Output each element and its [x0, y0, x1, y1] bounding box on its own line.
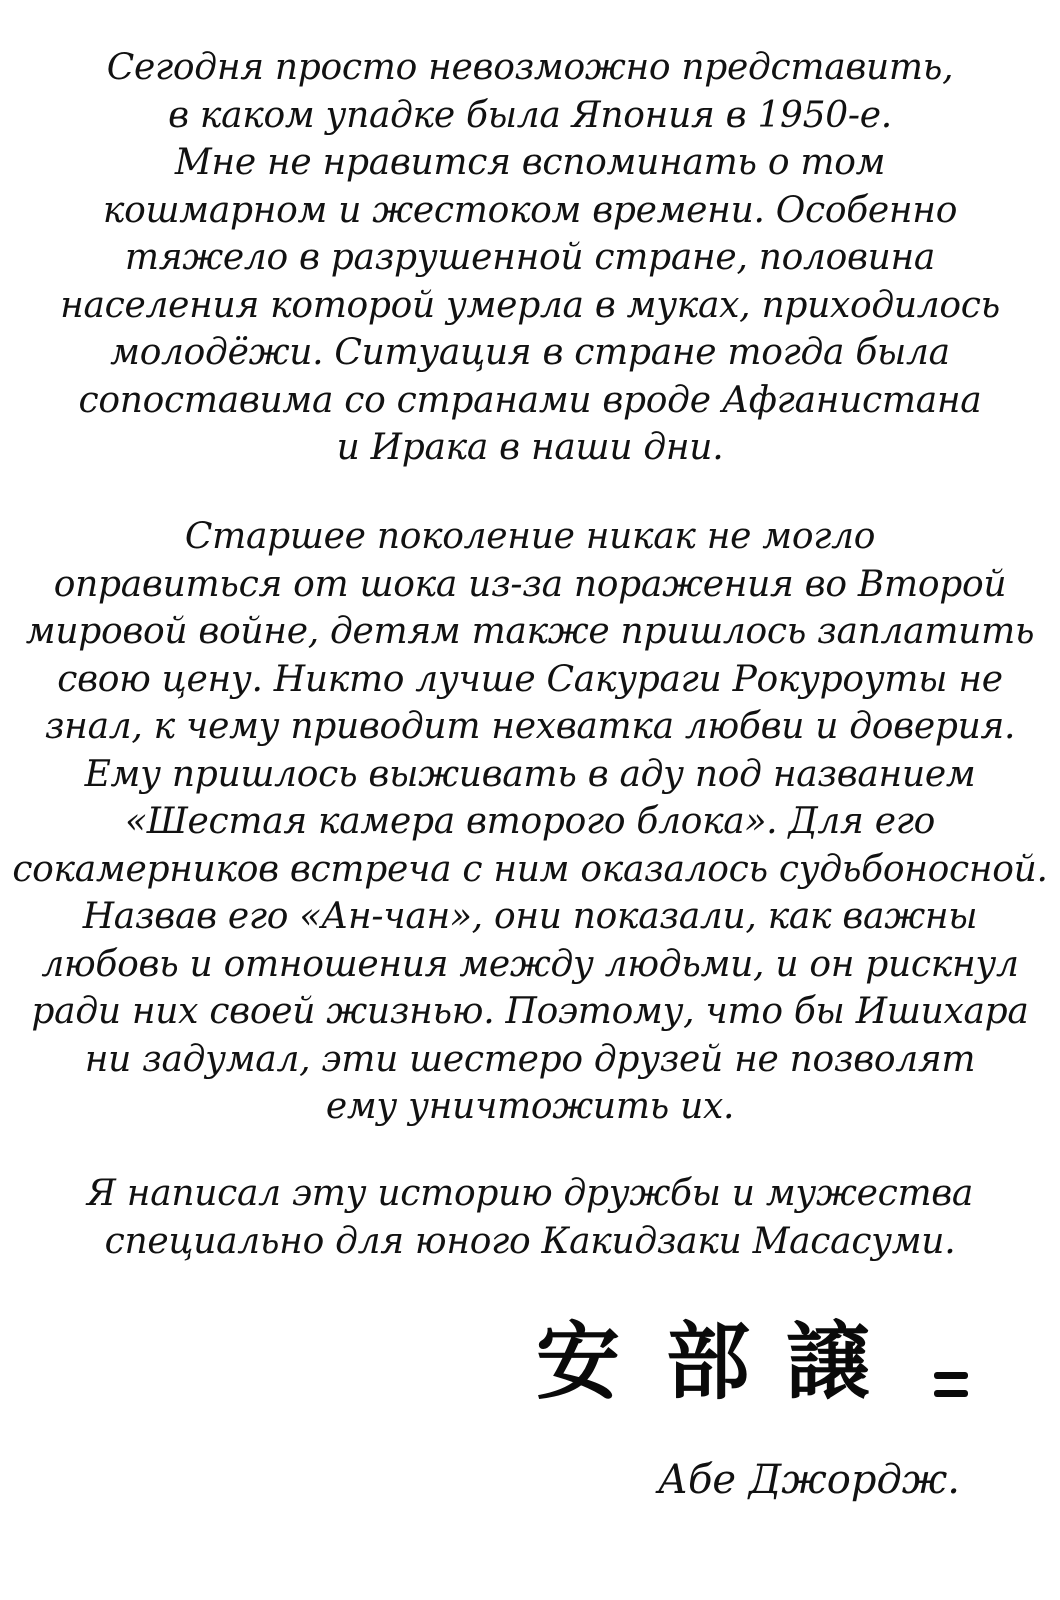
- text-line: оправиться от шока из-за поражения во Второй: [53, 563, 1007, 605]
- text-line: «Шестая камера второго блока». Для его: [125, 801, 935, 842]
- text-line: Назвав его «Ан-чан», они показали, как важны: [82, 896, 978, 937]
- text-line: в каком упадке была Япония в 1950-е.: [168, 94, 892, 136]
- signature-glyph: 部: [666, 1312, 751, 1411]
- text-line: Я написал эту историю дружбы и мужества: [86, 1173, 974, 1214]
- text-line: ни задумал, эти шестеро друзей не позволят: [84, 1038, 976, 1080]
- signature-equals-mark: [934, 1372, 968, 1398]
- signature-glyph: 安: [536, 1312, 621, 1411]
- text-line: Ему пришлось выживать в аду под названием: [84, 753, 976, 795]
- text-line: свою цену. Никто лучше Сакураги Рокуроуты не: [57, 658, 1003, 700]
- text-line: мировой войне, детям также пришлось заплатить: [25, 611, 1035, 652]
- signature: [536, 1312, 996, 1422]
- paragraph-1: [0, 44, 1060, 472]
- text-line: Мне не нравится вспоминать о том: [174, 142, 886, 183]
- author-name: Абе Джордж.: [657, 1457, 960, 1503]
- text-line: сопоставима со странами вроде Афганистана: [78, 379, 982, 421]
- paragraph-2: [0, 513, 1060, 1131]
- text-line: знал, к чему приводит нехватка любви и доверия.: [44, 706, 1016, 747]
- text-line: ради них своей жизнью. Поэтому, что бы Ишихара: [31, 991, 1029, 1032]
- signature-glyph: 譲: [786, 1312, 871, 1411]
- text-line: и Ирака в наши дни.: [336, 427, 724, 468]
- text-line: тяжело в разрушенной стране, половина: [124, 237, 936, 278]
- text-line: молодёжи. Ситуация в стране тогда была: [110, 332, 950, 373]
- text-line: специально для юного Какидзаки Масасуми.: [104, 1220, 956, 1262]
- text-line: Старшее поколение никак не могло: [184, 516, 876, 557]
- text-line: Сегодня просто невозможно представить,: [106, 47, 954, 88]
- text-line: любовь и отношения между людьми, и он рискнул: [41, 943, 1019, 985]
- text-line: ему уничтожить их.: [325, 1086, 735, 1127]
- paragraph-3: [0, 1170, 1060, 1265]
- text-line: населения которой умерла в муках, приходилось: [60, 284, 1000, 326]
- text-line: кошмарном и жестоком времени. Особенно: [102, 189, 958, 231]
- text-line: сокамерников встреча с ним оказалось судьбоносной.: [12, 848, 1048, 890]
